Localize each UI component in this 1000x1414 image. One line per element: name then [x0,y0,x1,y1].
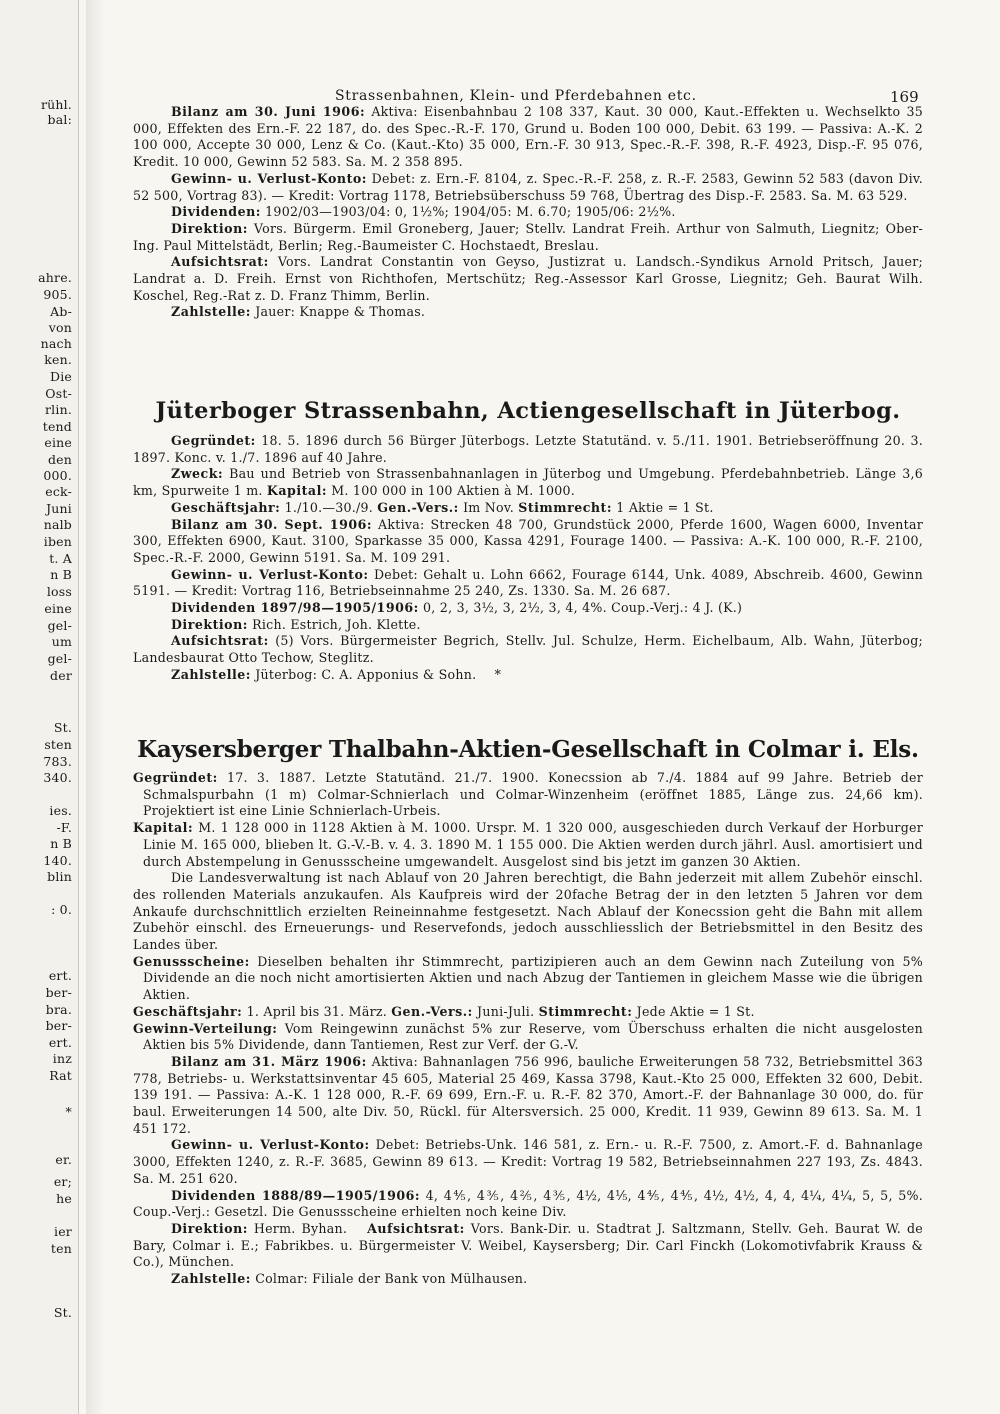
facing-page-fragment: gel- [47,618,72,633]
genussscheine-label: Genussscheine: [133,953,250,969]
facing-page-fragment: 140. [43,853,72,868]
facing-page-fragment: 000. [43,468,72,483]
stimmrecht-text: 1 Aktie = 1 St. [616,499,714,515]
genvers-label: Gen.-Vers.: [391,1003,473,1019]
facing-page-fragment: Rat [49,1068,72,1083]
facing-page-fragment: ier [54,1224,72,1239]
facing-page-fragment: Ost- [45,386,72,401]
facing-page-fragment: inz [52,1051,72,1066]
section-jueterbog [133,433,923,684]
direktion-text: Rich. Estrich, Joh. Klette. [252,616,421,632]
facing-page-fragment: 783. [43,754,72,769]
facing-page-fragment: Ab- [50,304,72,319]
zahlstelle-label: Zahlstelle: [171,304,251,320]
dividenden-text: 4, 4⅘, 4⅗, 4⅖, 4⅗, 4½, 4⅕, 4⅘, 4⅘, 4½, 4½, 4, 4, 4¼, 4¼, 5, 5, 5%. Coup.-Verj.: Gesetzl. Die Genussscheine erhielten noch keine Div. [133,1187,923,1220]
kapital-label: Kapital: [266,483,328,499]
facing-page-fragment: ken. [44,352,72,367]
facing-page-fragment: 340. [43,770,72,785]
guv-text: Debet: Betriebs-Unk. 146 581, z. Ern.- u. R.-F. 7500, z. Amort.-F. d. Bahnanlage 3000, Effekten 1240, z. R.-F. 3685, Gewinn 89 613. — Kredit: Vortrag 19 582, Betriebseinnahmen 227 193, Zs. 4843. Sa. M. 251 620. [133,1137,923,1186]
bilanz-text: Aktiva: Eisenbahnbau 2 108 337, Kaut. 30 000, Kaut.-Effekten u. Wechselkto 35 000, Effekten des Ern.-F. 22 187, do. des Spec.-R.-F. 170, Grund u. Boden 100 000, Debit. 63 199. — Passiva: A.-K. 2 100 000, Accepte 30 000, Lenz & Co. (Kaut.-Kto) 35 000, Ern.-F. 30 913, Spec.-R.-F. 398, R.-F. 4923, Disp.-F. 95 076, Kredit. 10 000, Gewinn 52 583. Sa. M. 2 358 895. [133,104,923,170]
gegruendet-label: Gegründet: [171,433,256,448]
direktion-text: Herm. Byhan. [253,1220,348,1236]
facing-page-edge [0,0,79,1414]
gegruendet-text: 17. 3. 1887. Letzte Statutänd. 21./7. 1900. Konecssion ab 7./4. 1884 auf 99 Jahre. Betrieb der Schmalspurbahn (1 m) Colmar-Schnierlach und Colmar-Winzenheim (eröffnet 1885, Länge zus. 24,66 km). Projektiert ist eine Linie Schnierlach-Urbeis. [143,770,923,819]
geschaeftsjahr-label: Geschäftsjahr: [133,1003,243,1019]
facing-page-fragment: ahre. [38,270,72,285]
facing-page-fragment: eine [44,601,72,616]
direktion-label: Direktion: [171,616,248,632]
dividenden-text: 0, 2, 3, 3½, 3, 2½, 3, 4, 4%. Coup.-Verj.: 4 J. (K.) [423,600,743,616]
facing-page-fragment: iben [43,534,72,549]
zahlstelle-text: Colmar: Filiale der Bank von Mülhausen. [255,1271,528,1287]
stimmrecht-label: Stimmrecht: [538,1003,633,1019]
zweck-text: Bau und Betrieb von Strassenbahnanlagen in Jüterbog und Umgebung. Pferdebahnbetrieb. Länge 3,6 km, Spurweite 1 m. [133,466,923,499]
asterisk-mark: * [494,666,502,682]
genvers-text: Juni-Juli. [477,1003,535,1019]
facing-page-fragment: er. [55,1152,72,1167]
facing-page-fragment: n B [50,836,72,851]
facing-page-fragment: St. [53,720,72,735]
dividenden-text: 1902/03—1903/04: 0, 1½%; 1904/05: M. 6.70; 1905/06: 2½%. [265,204,676,220]
facing-page-fragment: der [50,668,72,683]
kapital-text: M. 100 000 in 100 Aktien à M. 1000. [331,483,576,499]
gegruendet-text: 18. 5. 1896 durch 56 Bürger Jüterbogs. Letzte Statutänd. v. 5./11. 1901. Betriebseröffnung 20. 3. 1897. Konc. v. 1./7. 1896 auf 40 Jahre. [133,433,923,465]
bilanz-label: Bilanz am 30. Juni 1906: [171,104,366,119]
facing-page-fragment: blin [47,869,72,884]
facing-page-fragment: sten [44,737,72,752]
facing-page-fragment: ert. [48,1035,72,1050]
facing-page-fragment: eine [44,435,72,450]
facing-page-fragment: : 0. [51,902,72,917]
direktion-label: Direktion: [171,220,248,236]
geschaeftsjahr-text: 1. April bis 31. März. [246,1003,387,1019]
facing-page-fragment: Juni [46,501,72,516]
dividenden-label: Dividenden 1888/89—1905/1906: [171,1187,421,1203]
zahlstelle-label: Zahlstelle: [171,1271,251,1287]
facing-page-fragment: nach [40,336,72,351]
gegruendet-label: Gegründet: [133,770,218,785]
geschaeftsjahr-text: 1./10.—30./9. [284,499,374,515]
stimmrecht-text: Jede Aktie = 1 St. [636,1003,755,1019]
gewinnverteilung-text: Vom Reingewinn zunächst 5% zur Reserve, vom Überschuss erhalten die nicht ausgelosten Aktien bis 5% Dividende, dann Tantiemen, Rest zur Verf. der G.-V. [143,1020,923,1053]
facing-page-fragment: rühl. [40,97,72,112]
guv-text: Debet: z. Ern.-F. 8104, z. Spec.-R.-F. 258, z. R.-F. 2583, Gewinn 52 583 (davon Div. 52 500, Vortrag 83). — Kredit: Vortrag 1178, Betriebsüberschuss 59 768, Übertrag des Disp.-F. 2583. Sa. M. 63 529. [133,170,923,203]
guv-label: Gewinn- u. Verlust-Konto: [171,170,367,186]
aufsichtsrat-text: Vors. Bank-Dir. u. Stadtrat J. Saltzmann, Stellv. Geh. Baurat W. de Bary, Colmar i. E.; Fabrikbes. u. Bürgermeister V. Weibel, Kaysersberg; Dir. Carl Finckh (Lokomotivfabrik Krauss & Co.), München. [133,1220,923,1270]
facing-page-fragment: -F. [56,820,72,835]
facing-page-fragment: um [51,634,72,649]
facing-page-fragment: tend [42,419,72,434]
direktion-text: Vors. Bürgerm. Emil Groneberg, Jauer; Stellv. Landrat Freih. Arthur von Salmuth, Liegnitz; Ober-Ing. Paul Mittelstädt, Berlin; Reg.-Baumeister C. Hochstaedt, Breslau. [133,220,923,253]
facing-page-fragment: ert. [48,968,72,983]
kapital-label: Kapital: [133,820,194,836]
aufsichtsrat-label: Aufsichtsrat: [171,254,269,270]
gewinnverteilung-label: Gewinn-Verteilung: [133,1020,278,1036]
bilanz-text: Aktiva: Strecken 48 700, Grundstück 2000, Pferde 1600, Wagen 6000, Inventar 300, Effekten 6900, Kaut. 3100, Sparkasse 35 000, Kassa 4291, Fourage 1400. — Passiva: A.-K. 100 000, R.-F. 2100, Spec.-R.-F. 2000, Gewinn 5191. Sa. M. 109 291. [133,516,923,565]
gutter-shadow [86,0,104,1414]
facing-page-fragment: St. [53,1305,72,1320]
facing-page-fragment: loss [46,584,72,599]
genvers-label: Gen.-Vers.: [377,499,459,515]
facing-page-fragment: * [65,1104,72,1119]
zahlstelle-text: Jauer: Knappe & Thomas. [255,304,426,320]
landesverwaltung-text: Die Landesverwaltung ist nach Ablauf von 20 Jahren berechtigt, die Bahn jederzeit mit allem Zubehör einschl. des rollenden Materials anzukaufen. Als Kaufpreis wird der 20fache Betrag der in den letzten 5 Jahren vor dem Ankaufe durchschnittlich erzielten Reineinnahme festgesetzt. Nach Ablauf der Konecssion geht die Bahn mit allem Zubehör einschl. des Erneuerungs- und Reservefonds, jedoch ausschliesslich der Betriebsmittel in den Besitz des Landes über. [133,870,923,953]
bilanz-text: Aktiva: Bahnanlagen 756 996, bauliche Erweiterungen 58 732, Betriebsmittel 363 778, Betriebs- u. Werkstattsinventar 45 605, Material 25 469, Kassa 3798, Kaut.-Kto 25 000, Effekten 32 600, Debit. 139 191. — Passiva: A.-K. 1 128 000, R.-F. 69 699, Ern.-F. u. R.-F. 82 370, Amort.-F. der Bahnanlage 30 000, do. für baul. Erweiterungen 14 500, alte Div. 50, Rückl. für Altersversich. 25 000, Kredit. 11 939, Gewinn 89 613. Sa. M. 1 451 172. [133,1053,923,1136]
company-title-kaysersberg: Kaysersberger Thalbahn-Aktien-Gesellschaft in Colmar i. Els. [137,736,919,763]
facing-page-fragment: bal: [47,112,72,127]
facing-page-fragment: n B [50,567,72,582]
stimmrecht-label: Stimmrecht: [518,499,613,515]
aufsichtsrat-label: Aufsichtsrat: [171,633,269,649]
running-head: Strassenbahnen, Klein- und Pferdebahnen etc. [335,88,697,104]
facing-page-fragment: ten [50,1241,72,1256]
guv-label: Gewinn- u. Verlust-Konto: [171,1137,370,1153]
guv-text: Debet: Gehalt u. Lohn 6662, Fourage 6144, Unk. 4089, Abschreib. 4600, Gewinn 5191. — Kredit: Vortrag 116, Betriebseinnahme 25 240, Zs. 1330. Sa. M. 26 687. [133,566,923,599]
zahlstelle-text: Jüterbog: C. A. Apponius & Sohn. [255,666,477,682]
aufsichtsrat-label: Aufsichtsrat: [367,1220,465,1236]
facing-page-fragment: he [56,1191,72,1206]
page-number: 169 [890,88,919,106]
facing-page-fragment: rlin. [45,402,72,417]
facing-page-fragment: eck- [45,484,72,499]
facing-page-fragment: t. A [49,551,72,566]
zahlstelle-label: Zahlstelle: [171,666,251,682]
facing-page-fragment: ies. [49,803,72,818]
facing-page-fragment: ber- [45,1018,72,1033]
aufsichtsrat-text: (5) Vors. Bürgermeister Begrich, Stellv. Jul. Schulze, Herm. Eichelbaum, Alb. Wahn, Jüterbog; Landesbaurat Otto Techow, Steglitz. [133,633,923,666]
section-kaysersberg [133,770,923,1288]
dividenden-label: Dividenden: [171,204,261,220]
facing-page-fragment: bra. [45,1002,72,1017]
facing-page-fragment: den [47,452,72,467]
facing-page-fragment: gel- [47,651,72,666]
company-title-jueterbog: Jüterboger Strassenbahn, Actiengesellschaft in Jüterbog. [155,398,901,424]
bilanz-label: Bilanz am 30. Sept. 1906: [171,516,373,532]
section-continued-entry [133,104,923,321]
dividenden-label: Dividenden 1897/98—1905/1906: [171,600,419,616]
zweck-label: Zweck: [171,466,224,482]
facing-page-fragment: ber- [45,985,72,1000]
genussscheine-text: Dieselben behalten ihr Stimmrecht, partizipieren auch an dem Gewinn nach Zuteilung von 5% Dividende an die noch nicht amortisierten Aktien und nach Abzug der Tantiemen in gleichem Masse wie die übrigen Aktien. [143,953,923,1003]
kapital-text: M. 1 128 000 in 1128 Aktien à M. 1000. Urspr. M. 1 320 000, ausgeschieden durch Verkauf der Horburger Linie M. 165 000, blieben lt. G.-V.-B. v. 4. 3. 1890 M. 1 155 000. Die Aktien werden durch jährl. Ausl. amortisiert und durch Abstempelung in Genussscheine umgewandelt. Ausgelost sind bis jetzt im ganzen 30 Aktien. [143,820,923,869]
aufsichtsrat-text: Vors. Landrat Constantin von Geyso, Justizrat u. Landsch.-Syndikus Arnold Pritsch, Jauer; Landrat a. D. Freih. Ernst von Richthofen, Mertschütz; Reg.-Assessor Karl Grosse, Liegnitz; Geh. Baurat Wilh. Koschel, Reg.-Rat z. D. Franz Thimm, Berlin. [133,254,923,303]
bilanz-label: Bilanz am 31. März 1906: [171,1053,367,1069]
facing-page-fragment: Die [49,369,72,384]
facing-page-fragment: von [48,320,72,335]
direktion-label: Direktion: [171,1220,248,1236]
facing-page-fragment: nalb [43,517,72,532]
facing-page-fragment: er; [53,1174,72,1189]
guv-label: Gewinn- u. Verlust-Konto: [171,566,369,582]
facing-page-fragment: 905. [43,287,72,302]
genvers-text: Im Nov. [463,499,514,515]
geschaeftsjahr-label: Geschäftsjahr: [171,499,281,515]
